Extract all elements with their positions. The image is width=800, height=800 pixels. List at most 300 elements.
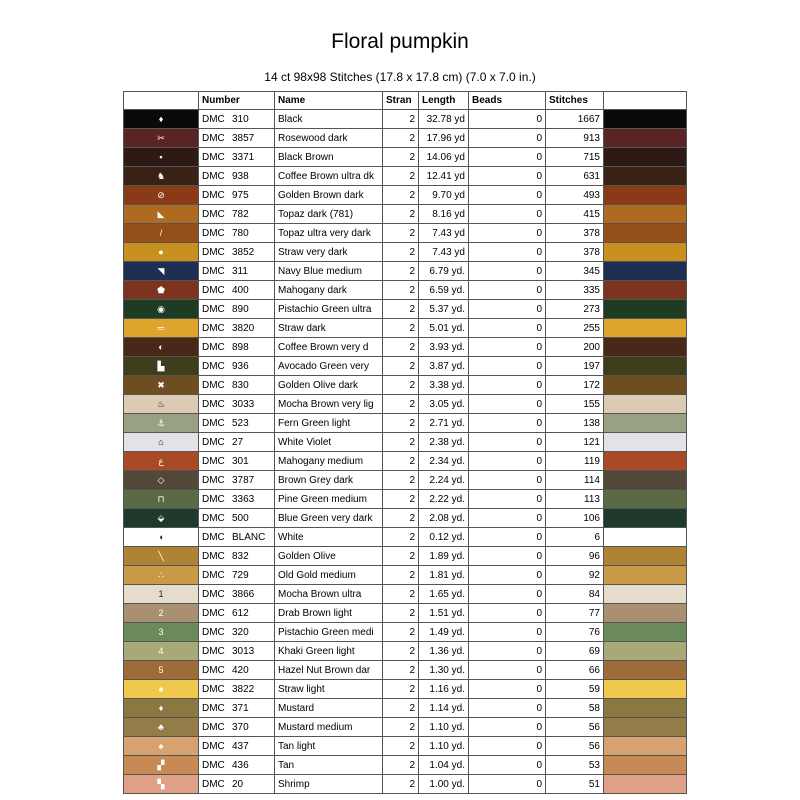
thread-code: 311: [232, 265, 248, 277]
beads-cell: 0: [469, 642, 546, 661]
symbol-cell: ♞: [124, 167, 199, 186]
strands-cell: 2: [383, 300, 419, 319]
number-cell: [199, 547, 275, 566]
length-cell: 2.08 yd.: [419, 509, 469, 528]
brand-label: DMC: [202, 512, 225, 524]
color-swatch: [604, 490, 687, 509]
name-cell: Golden Brown dark: [275, 186, 383, 205]
beads-cell: 0: [469, 775, 546, 794]
name-cell: Drab Brown light: [275, 604, 383, 623]
brand-label: DMC: [202, 455, 225, 467]
length-cell: 2.34 yd.: [419, 452, 469, 471]
beads-cell: 0: [469, 243, 546, 262]
name-cell: Straw very dark: [275, 243, 383, 262]
thread-code: 898: [232, 341, 249, 353]
symbol-cell: ◣: [124, 205, 199, 224]
length-cell: 2.24 yd.: [419, 471, 469, 490]
number-cell: [199, 338, 275, 357]
strands-cell: 2: [383, 528, 419, 547]
name-cell: Brown Grey dark: [275, 471, 383, 490]
brand-label: DMC: [202, 550, 225, 562]
thread-code: 3820: [232, 322, 255, 334]
thread-code: 3852: [232, 246, 255, 258]
stitches-cell: 138: [546, 414, 604, 433]
brand-label: DMC: [202, 417, 225, 429]
strands-cell: 2: [383, 262, 419, 281]
symbol-cell: ═: [124, 319, 199, 338]
stitches-cell: 273: [546, 300, 604, 319]
table-row: [124, 148, 687, 167]
strands-cell: 2: [383, 338, 419, 357]
name-cell: Straw light: [275, 680, 383, 699]
beads-cell: 0: [469, 433, 546, 452]
thread-code: 523: [232, 417, 249, 429]
stitches-cell: 53: [546, 756, 604, 775]
name-cell: Black: [275, 110, 383, 129]
beads-cell: 0: [469, 528, 546, 547]
color-swatch: [604, 205, 687, 224]
strands-cell: 2: [383, 471, 419, 490]
beads-cell: 0: [469, 452, 546, 471]
thread-code: 780: [232, 227, 249, 239]
length-cell: 1.04 yd.: [419, 756, 469, 775]
table-row: [124, 300, 687, 319]
name-cell: Pistachio Green ultra: [275, 300, 383, 319]
symbol-cell: ✖: [124, 376, 199, 395]
color-swatch: [604, 376, 687, 395]
thread-code: 3363: [232, 493, 255, 505]
name-cell: Navy Blue medium: [275, 262, 383, 281]
table-row: [124, 414, 687, 433]
thread-code: 370: [232, 721, 249, 733]
table-row: [124, 357, 687, 376]
thread-code: 420: [232, 664, 249, 676]
thread-code: 832: [232, 550, 249, 562]
number-cell: [199, 262, 275, 281]
color-swatch: [604, 262, 687, 281]
name-cell: Golden Olive dark: [275, 376, 383, 395]
brand-label: DMC: [202, 246, 225, 258]
color-swatch: [604, 566, 687, 585]
strands-cell: 2: [383, 642, 419, 661]
color-swatch: [604, 110, 687, 129]
name-cell: Topaz dark (781): [275, 205, 383, 224]
name-cell: Straw dark: [275, 319, 383, 338]
brand-label: DMC: [202, 360, 225, 372]
symbol-cell: ﻉ: [124, 452, 199, 471]
table-row: [124, 129, 687, 148]
table-row: [124, 566, 687, 585]
beads-cell: 0: [469, 680, 546, 699]
brand-label: DMC: [202, 265, 225, 277]
brand-label: DMC: [202, 398, 225, 410]
strands-cell: 2: [383, 718, 419, 737]
number-cell: [199, 566, 275, 585]
brand-label: DMC: [202, 132, 225, 144]
table-row: [124, 775, 687, 794]
thread-code: 612: [232, 607, 249, 619]
beads-cell: 0: [469, 395, 546, 414]
thread-code: 729: [232, 569, 249, 581]
thread-code: 3866: [232, 588, 255, 600]
stitches-cell: 84: [546, 585, 604, 604]
symbol-cell: 5: [124, 661, 199, 680]
color-swatch: [604, 718, 687, 737]
beads-cell: 0: [469, 262, 546, 281]
stitches-cell: 59: [546, 680, 604, 699]
stitches-cell: 715: [546, 148, 604, 167]
thread-key-table: [123, 91, 687, 794]
table-row: [124, 224, 687, 243]
number-cell: [199, 585, 275, 604]
thread-code: 938: [232, 170, 249, 182]
name-cell: Golden Olive: [275, 547, 383, 566]
color-swatch: [604, 547, 687, 566]
name-cell: Pistachio Green medi: [275, 623, 383, 642]
strands-cell: 2: [383, 129, 419, 148]
symbol-cell: ◖: [124, 528, 199, 547]
length-cell: 17.96 yd: [419, 129, 469, 148]
beads-cell: 0: [469, 623, 546, 642]
strands-cell: 2: [383, 699, 419, 718]
color-swatch: [604, 661, 687, 680]
color-swatch: [604, 642, 687, 661]
strands-cell: 2: [383, 110, 419, 129]
beads-cell: 0: [469, 186, 546, 205]
brand-label: DMC: [202, 436, 225, 448]
stitches-cell: 378: [546, 224, 604, 243]
length-cell: 1.65 yd.: [419, 585, 469, 604]
thread-code: 3822: [232, 683, 255, 695]
header-name: Name: [275, 92, 383, 110]
brand-label: DMC: [202, 569, 225, 581]
table-row: [124, 756, 687, 775]
beads-cell: 0: [469, 756, 546, 775]
length-cell: 1.10 yd.: [419, 718, 469, 737]
header-symbol: [124, 92, 199, 110]
brand-label: DMC: [202, 531, 225, 543]
color-swatch: [604, 509, 687, 528]
length-cell: 1.89 yd.: [419, 547, 469, 566]
number-cell: [199, 414, 275, 433]
stitches-cell: 913: [546, 129, 604, 148]
strands-cell: 2: [383, 775, 419, 794]
table-row: [124, 585, 687, 604]
beads-cell: 0: [469, 148, 546, 167]
thread-code: BLANC: [232, 531, 266, 543]
brand-label: DMC: [202, 170, 225, 182]
color-swatch: [604, 756, 687, 775]
symbol-cell: 4: [124, 642, 199, 661]
strands-cell: 2: [383, 205, 419, 224]
brand-label: DMC: [202, 626, 225, 638]
length-cell: 6.59 yd.: [419, 281, 469, 300]
symbol-cell: ●: [124, 243, 199, 262]
beads-cell: 0: [469, 376, 546, 395]
table-row: [124, 110, 687, 129]
length-cell: 1.16 yd.: [419, 680, 469, 699]
length-cell: 1.10 yd.: [419, 737, 469, 756]
length-cell: 3.93 yd.: [419, 338, 469, 357]
beads-cell: 0: [469, 699, 546, 718]
length-cell: 1.81 yd.: [419, 566, 469, 585]
thread-code: 437: [232, 740, 249, 752]
brand-label: DMC: [202, 208, 225, 220]
length-cell: 3.87 yd.: [419, 357, 469, 376]
brand-label: DMC: [202, 379, 225, 391]
symbol-cell: ♠: [124, 680, 199, 699]
color-swatch: [604, 699, 687, 718]
color-swatch: [604, 452, 687, 471]
stitches-cell: 172: [546, 376, 604, 395]
thread-code: 975: [232, 189, 249, 201]
thread-code: 436: [232, 759, 249, 771]
name-cell: White: [275, 528, 383, 547]
length-cell: 5.01 yd.: [419, 319, 469, 338]
brand-label: DMC: [202, 341, 225, 353]
strands-cell: 2: [383, 680, 419, 699]
beads-cell: 0: [469, 737, 546, 756]
thread-rows: [124, 110, 687, 794]
name-cell: Mahogany medium: [275, 452, 383, 471]
color-swatch: [604, 167, 687, 186]
number-cell: [199, 319, 275, 338]
stitches-cell: 66: [546, 661, 604, 680]
length-cell: 12.41 yd: [419, 167, 469, 186]
number-cell: [199, 395, 275, 414]
table-row: [124, 433, 687, 452]
name-cell: Mahogany dark: [275, 281, 383, 300]
number-cell: [199, 300, 275, 319]
length-cell: 1.00 yd.: [419, 775, 469, 794]
color-swatch: [604, 319, 687, 338]
table-row: [124, 262, 687, 281]
name-cell: Mustard: [275, 699, 383, 718]
name-cell: Old Gold medium: [275, 566, 383, 585]
number-cell: [199, 680, 275, 699]
symbol-cell: 2: [124, 604, 199, 623]
table-row: [124, 737, 687, 756]
symbol-cell: ⚓: [124, 414, 199, 433]
table-header-row: [124, 92, 687, 110]
length-cell: 2.71 yd.: [419, 414, 469, 433]
brand-label: DMC: [202, 189, 225, 201]
table-row: [124, 642, 687, 661]
chart-title: Floral pumpkin: [331, 30, 469, 53]
brand-label: DMC: [202, 778, 225, 790]
color-swatch: [604, 623, 687, 642]
number-cell: [199, 699, 275, 718]
symbol-cell: ✂: [124, 129, 199, 148]
length-cell: 9.70 yd: [419, 186, 469, 205]
color-swatch: [604, 300, 687, 319]
color-swatch: [604, 395, 687, 414]
symbol-cell: 1: [124, 585, 199, 604]
table-row: [124, 471, 687, 490]
beads-cell: 0: [469, 300, 546, 319]
header-stitches: Stitches: [546, 92, 604, 110]
name-cell: Topaz ultra very dark: [275, 224, 383, 243]
number-cell: [199, 775, 275, 794]
color-swatch: [604, 224, 687, 243]
strands-cell: 2: [383, 509, 419, 528]
thread-code: 20: [232, 778, 244, 790]
stitches-cell: 106: [546, 509, 604, 528]
color-swatch: [604, 281, 687, 300]
thread-code: 890: [232, 303, 249, 315]
table-row: [124, 281, 687, 300]
symbol-cell: ♦: [124, 110, 199, 129]
table-row: [124, 338, 687, 357]
strands-cell: 2: [383, 186, 419, 205]
color-swatch: [604, 680, 687, 699]
brand-label: DMC: [202, 227, 225, 239]
length-cell: 2.22 yd.: [419, 490, 469, 509]
name-cell: Mocha Brown very lig: [275, 395, 383, 414]
number-cell: [199, 528, 275, 547]
number-cell: [199, 452, 275, 471]
symbol-cell: ▙: [124, 357, 199, 376]
beads-cell: 0: [469, 471, 546, 490]
table-row: [124, 452, 687, 471]
table-row: [124, 319, 687, 338]
symbol-cell: ◥: [124, 262, 199, 281]
symbol-cell: ▞: [124, 756, 199, 775]
name-cell: Khaki Green light: [275, 642, 383, 661]
beads-cell: 0: [469, 281, 546, 300]
number-cell: [199, 224, 275, 243]
table-row: [124, 395, 687, 414]
length-cell: 1.36 yd.: [419, 642, 469, 661]
header-number: Number: [199, 92, 275, 110]
beads-cell: 0: [469, 205, 546, 224]
symbol-cell: ▪: [124, 148, 199, 167]
brand-label: DMC: [202, 303, 225, 315]
beads-cell: 0: [469, 338, 546, 357]
table-row: [124, 604, 687, 623]
strands-cell: 2: [383, 376, 419, 395]
symbol-cell: 3: [124, 623, 199, 642]
thread-code: 936: [232, 360, 249, 372]
name-cell: Tan light: [275, 737, 383, 756]
color-swatch: [604, 243, 687, 262]
length-cell: 8.16 yd: [419, 205, 469, 224]
stitches-cell: 119: [546, 452, 604, 471]
number-cell: [199, 376, 275, 395]
color-swatch: [604, 433, 687, 452]
strands-cell: 2: [383, 243, 419, 262]
stitches-cell: 113: [546, 490, 604, 509]
number-cell: [199, 205, 275, 224]
number-cell: [199, 167, 275, 186]
strands-cell: 2: [383, 604, 419, 623]
strands-cell: 2: [383, 566, 419, 585]
beads-cell: 0: [469, 357, 546, 376]
color-swatch: [604, 186, 687, 205]
length-cell: 1.51 yd.: [419, 604, 469, 623]
brand-label: DMC: [202, 740, 225, 752]
strands-cell: 2: [383, 167, 419, 186]
table-row: [124, 490, 687, 509]
thread-code: 301: [232, 455, 249, 467]
strands-cell: 2: [383, 585, 419, 604]
length-cell: 7.43 yd: [419, 243, 469, 262]
stitches-cell: 51: [546, 775, 604, 794]
name-cell: Hazel Nut Brown dar: [275, 661, 383, 680]
length-cell: 3.05 yd.: [419, 395, 469, 414]
thread-code: 782: [232, 208, 249, 220]
brand-label: DMC: [202, 759, 225, 771]
stitches-cell: 77: [546, 604, 604, 623]
brand-label: DMC: [202, 607, 225, 619]
length-cell: 14.06 yd: [419, 148, 469, 167]
thread-code: 830: [232, 379, 249, 391]
stitches-cell: 114: [546, 471, 604, 490]
number-cell: [199, 433, 275, 452]
color-swatch: [604, 528, 687, 547]
color-swatch: [604, 357, 687, 376]
number-cell: [199, 737, 275, 756]
name-cell: Blue Green very dark: [275, 509, 383, 528]
number-cell: [199, 148, 275, 167]
thread-code: 3033: [232, 398, 255, 410]
brand-label: DMC: [202, 721, 225, 733]
number-cell: [199, 623, 275, 642]
beads-cell: 0: [469, 319, 546, 338]
symbol-cell: ⌂: [124, 433, 199, 452]
number-cell: [199, 471, 275, 490]
beads-cell: 0: [469, 414, 546, 433]
length-cell: 0.12 yd.: [419, 528, 469, 547]
symbol-cell: ♠: [124, 737, 199, 756]
number-cell: [199, 357, 275, 376]
table-row: [124, 623, 687, 642]
name-cell: Avocado Green very: [275, 357, 383, 376]
beads-cell: 0: [469, 509, 546, 528]
brand-label: DMC: [202, 474, 225, 486]
strands-cell: 2: [383, 395, 419, 414]
stitches-cell: 345: [546, 262, 604, 281]
number-cell: [199, 243, 275, 262]
strands-cell: 2: [383, 319, 419, 338]
number-cell: [199, 604, 275, 623]
thread-code: 371: [232, 702, 249, 714]
brand-label: DMC: [202, 113, 225, 125]
header-swatch: [604, 92, 687, 110]
header-strands: Stran: [383, 92, 419, 110]
length-cell: 2.38 yd.: [419, 433, 469, 452]
strands-cell: 2: [383, 756, 419, 775]
stitch-size-subtitle: 14 ct 98x98 Stitches (17.8 x 17.8 cm) (7.0 x 7.0 in.): [264, 70, 536, 84]
stitches-cell: 335: [546, 281, 604, 300]
length-cell: 32.78 yd: [419, 110, 469, 129]
brand-label: DMC: [202, 493, 225, 505]
strands-cell: 2: [383, 737, 419, 756]
brand-label: DMC: [202, 588, 225, 600]
strands-cell: 2: [383, 414, 419, 433]
stitches-cell: 415: [546, 205, 604, 224]
color-swatch: [604, 148, 687, 167]
brand-label: DMC: [202, 284, 225, 296]
symbol-cell: ⬟: [124, 281, 199, 300]
thread-code: 310: [232, 113, 249, 125]
symbol-cell: ◉: [124, 300, 199, 319]
beads-cell: 0: [469, 490, 546, 509]
stitches-cell: 155: [546, 395, 604, 414]
symbol-cell: ⊓: [124, 490, 199, 509]
name-cell: Mocha Brown ultra: [275, 585, 383, 604]
thread-code: 3787: [232, 474, 255, 486]
